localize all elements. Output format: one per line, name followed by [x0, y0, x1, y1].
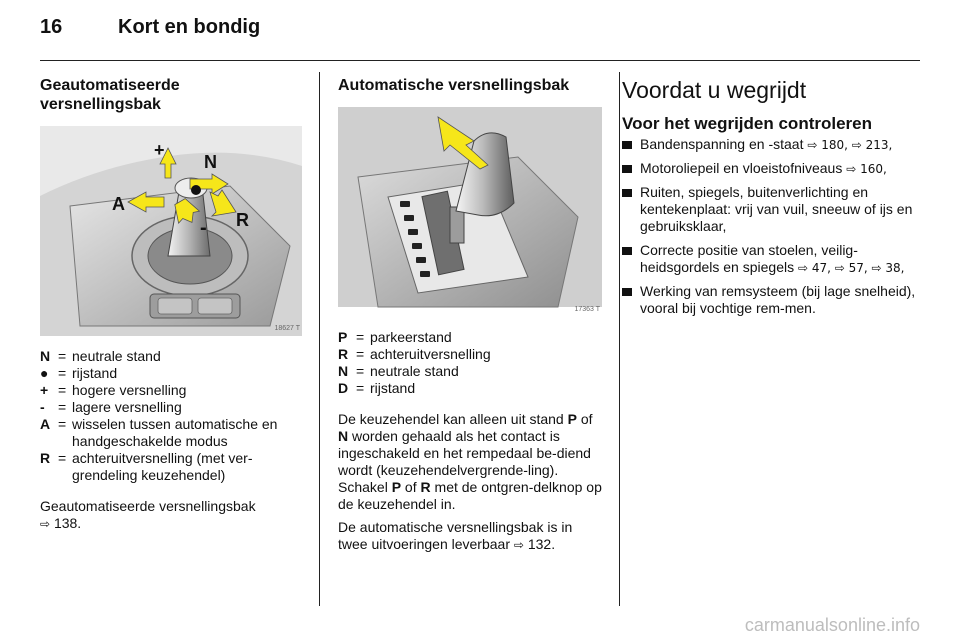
legend-row: N = neutrale stand [338, 363, 459, 379]
list-item: Bandenspanning en -staat ⇨ 180, ⇨ 213, [622, 136, 922, 154]
label-minus: - [200, 217, 207, 239]
label-r: R [236, 210, 249, 230]
legend-automatic [338, 329, 602, 397]
page-ref[interactable]: ⇨ 47, ⇨ 57, ⇨ 38, [798, 261, 905, 275]
section-heading-automated: Geautomatiseerde versnellingsbak [40, 77, 180, 113]
bullet-square-icon [622, 189, 632, 197]
legend-row: R = achteruitversnelling [338, 346, 491, 362]
legend-row: A = wisselen tussen automatische en handgeschakelde modus [40, 416, 278, 449]
column-before-driving [622, 76, 922, 324]
column-automated-gearbox [40, 76, 302, 533]
watermark: carmanualsonline.info [744, 615, 920, 635]
list-item: Ruiten, spiegels, buitenverlichting en kentekenplaat: vrij van vuil, sneeuw of ijs en gebruiksklaar, [622, 184, 922, 236]
legend-row: ● = rijstand [40, 365, 118, 381]
page-ref-arrow-icon[interactable]: ⇨ [513, 538, 524, 552]
legend-automated [40, 348, 302, 484]
page-title: Kort en bondig [118, 16, 261, 38]
list-item: Motoroliepeil en vloeistofniveaus ⇨ 160, [622, 160, 922, 178]
legend-row: - = lagere versnelling [40, 399, 182, 415]
paragraph-lever-lock: De keuzehendel kan alleen uit stand P of N worden gehaald als het contact is ingeschakeld en het rempedaal be-diend wordt (keuzehendelvergrende-ling). Schakel P of R met de ontgren-delknop op de keuzehendel in. [338, 411, 602, 512]
column-divider-2 [619, 72, 620, 606]
figure-automatic-gear-lever [338, 107, 602, 317]
page-ref[interactable]: 138. [53, 515, 82, 531]
section-heading-automatic: Automatische versnellingsbak [338, 77, 570, 94]
legend-row: D = rijstand [338, 380, 416, 396]
label-n: N [204, 152, 217, 172]
checklist [622, 136, 922, 318]
bullet-square-icon [622, 247, 632, 255]
legend-row: + = hogere versnelling [40, 382, 187, 398]
bullet-square-icon [622, 141, 632, 149]
list-item: Werking van remsysteem (bij lage snelheid), vooral bij vochtige rem-men. [622, 283, 922, 318]
page-ref-arrow-icon[interactable]: ⇨ [40, 517, 51, 531]
page-ref[interactable]: ⇨ 180, ⇨ 213, [807, 138, 893, 152]
paragraph-versions: De automatische versnellingsbak is in twee uitvoeringen leverbaar ⇨ 132. [338, 519, 573, 552]
bullet-square-icon [622, 165, 632, 173]
page-number: 16 [40, 16, 63, 38]
label-a: A [112, 194, 125, 214]
list-item: Correcte positie van stoelen, veilig-heidsgordels en spiegels ⇨ 47, ⇨ 57, ⇨ 38, [622, 242, 922, 277]
automatic-lever-illustration [338, 107, 602, 317]
figure-automated-gear-lever [40, 126, 302, 336]
page-ref[interactable]: ⇨ 160, [846, 162, 887, 176]
bullet-square-icon [622, 288, 632, 296]
column-divider-1 [319, 72, 320, 606]
legend-row: N = neutrale stand [40, 348, 161, 364]
legend-row: P = parkeerstand [338, 329, 452, 345]
column-automatic-gearbox [338, 76, 602, 554]
gear-lever-illustration [40, 126, 302, 336]
reference-automated: Geautomatiseerde versnellingsbak ⇨ 138. [40, 498, 256, 531]
figure-code-2: 17363 T [574, 306, 600, 313]
label-plus: + [154, 140, 165, 160]
page-header [40, 14, 920, 48]
subheading-checks: Voor het wegrijden controleren [622, 114, 872, 133]
figure-code-1: 18627 T [274, 325, 300, 332]
header-divider [40, 60, 920, 61]
legend-row: R = achteruitversnelling (met ver-grendeling keuzehendel) [40, 450, 253, 483]
page-ref[interactable]: 132. [527, 536, 556, 552]
section-title-before-driving: Voordat u wegrijdt [622, 77, 807, 103]
